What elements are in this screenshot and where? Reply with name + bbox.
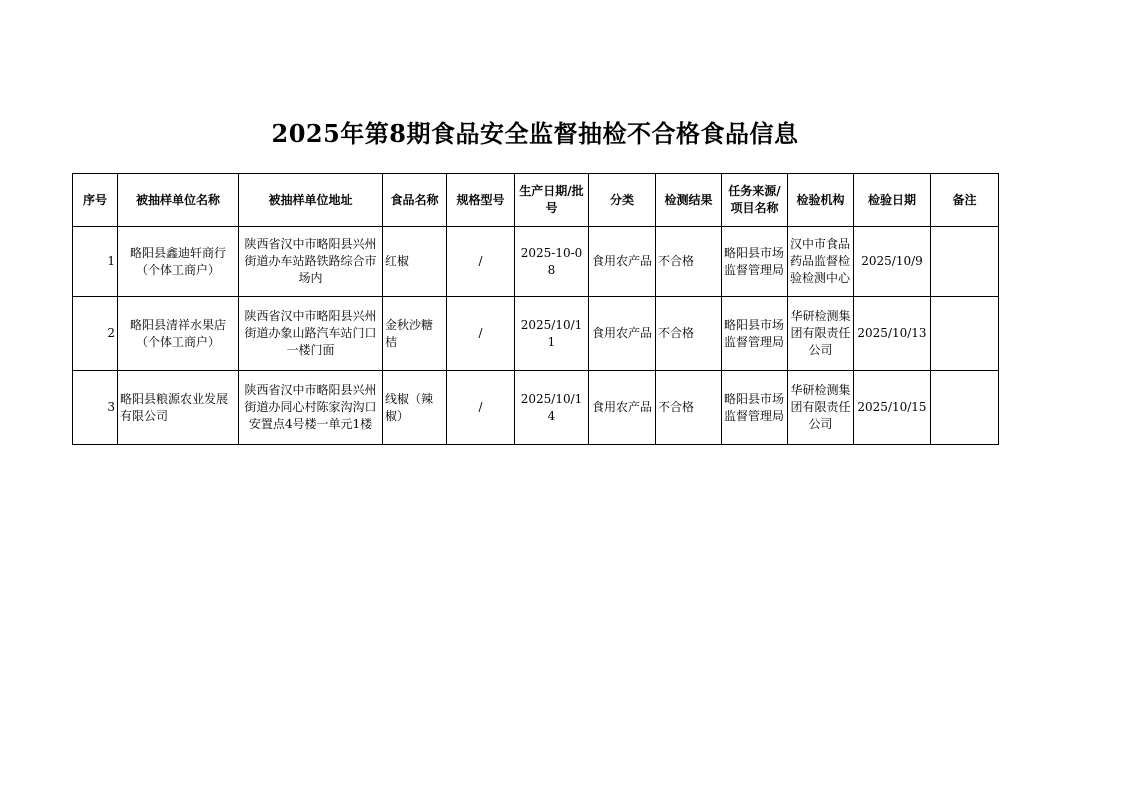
cell-spec: / (447, 227, 515, 297)
cell-result: 不合格 (656, 297, 722, 371)
cell-prod-date: 2025-10-08 (515, 227, 589, 297)
cell-test-date: 2025/10/9 (854, 227, 931, 297)
cell-category: 食用农产品 (589, 297, 656, 371)
table-row (73, 297, 999, 371)
cell-unit-name: 略阳县鑫迪轩商行（个体工商户） (118, 227, 239, 297)
header-prod-date: 生产日期/批号 (515, 174, 589, 227)
cell-unit-address: 陕西省汉中市略阳县兴州街道办车站路铁路综合市场内 (239, 227, 383, 297)
cell-test-date: 2025/10/13 (854, 297, 931, 371)
cell-food-name: 线椒（辣椒） (383, 371, 447, 445)
header-agency: 检验机构 (788, 174, 854, 227)
table-row (73, 371, 999, 445)
cell-test-date: 2025/10/15 (854, 371, 931, 445)
cell-agency: 华研检测集团有限责任公司 (788, 371, 854, 445)
cell-remark (931, 227, 999, 297)
cell-seq: 2 (73, 297, 118, 371)
header-unit-name: 被抽样单位名称 (118, 174, 239, 227)
cell-remark (931, 297, 999, 371)
table-header-row (73, 174, 999, 227)
cell-food-name: 红椒 (383, 227, 447, 297)
document-title: 2025年第8期食品安全监督抽检不合格食品信息 (271, 119, 799, 148)
table-row (73, 227, 999, 297)
header-seq: 序号 (73, 174, 118, 227)
cell-result: 不合格 (656, 227, 722, 297)
cell-unit-address: 陕西省汉中市略阳县兴州街道办同心村陈家沟沟口安置点4号楼一单元1楼 (239, 371, 383, 445)
cell-agency: 汉中市食品药品监督检验检测中心 (788, 227, 854, 297)
cell-unit-name: 略阳县清祥水果店（个体工商户） (118, 297, 239, 371)
cell-task-source: 略阳县市场监督管理局 (722, 297, 788, 371)
header-test-date: 检验日期 (854, 174, 931, 227)
header-remark: 备注 (931, 174, 999, 227)
cell-agency: 华研检测集团有限责任公司 (788, 297, 854, 371)
header-task-source: 任务来源/项目名称 (722, 174, 788, 227)
cell-prod-date: 2025/10/11 (515, 297, 589, 371)
header-food-name: 食品名称 (383, 174, 447, 227)
cell-category: 食用农产品 (589, 227, 656, 297)
unqualified-food-table (72, 173, 999, 445)
header-spec: 规格型号 (447, 174, 515, 227)
cell-category: 食用农产品 (589, 371, 656, 445)
cell-unit-name: 略阳县粮源农业发展有限公司 (118, 371, 239, 445)
cell-result: 不合格 (656, 371, 722, 445)
cell-seq: 3 (73, 371, 118, 445)
cell-spec: / (447, 371, 515, 445)
cell-remark (931, 371, 999, 445)
header-category: 分类 (589, 174, 656, 227)
header-result: 检测结果 (656, 174, 722, 227)
header-unit-address: 被抽样单位地址 (239, 174, 383, 227)
cell-food-name: 金秋沙糖桔 (383, 297, 447, 371)
cell-unit-address: 陕西省汉中市略阳县兴州街道办象山路汽车站门口一楼门面 (239, 297, 383, 371)
cell-spec: / (447, 297, 515, 371)
cell-task-source: 略阳县市场监督管理局 (722, 227, 788, 297)
cell-prod-date: 2025/10/14 (515, 371, 589, 445)
cell-seq: 1 (73, 227, 118, 297)
cell-task-source: 略阳县市场监督管理局 (722, 371, 788, 445)
